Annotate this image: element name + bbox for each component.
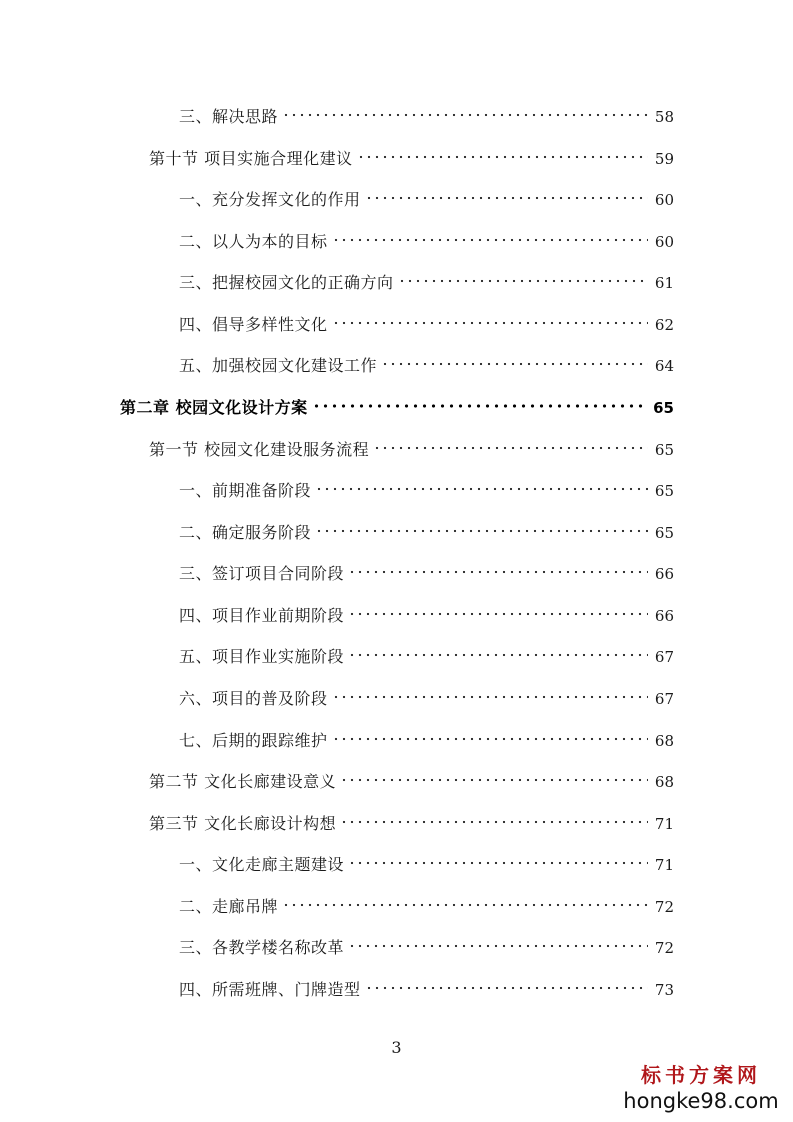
toc-leader-dots xyxy=(340,819,648,825)
toc-entry-title: 二、走廊吊牌 xyxy=(179,897,279,916)
toc-entry-title: 三、解决思路 xyxy=(179,107,279,126)
toc-entry[interactable] xyxy=(149,149,674,169)
toc-entry-title: 一、前期准备阶段 xyxy=(179,481,312,500)
toc-entry-page: 68 xyxy=(654,732,674,750)
toc-entry-title: 一、充分发挥文化的作用 xyxy=(179,190,361,209)
toc-entry-title: 第二章 校园文化设计方案 xyxy=(120,398,308,417)
toc-entry[interactable] xyxy=(179,356,674,376)
toc-entry-title: 四、所需班牌、门牌造型 xyxy=(179,980,361,999)
toc-entry-title: 三、把握校园文化的正确方向 xyxy=(179,273,394,292)
toc-leader-dots xyxy=(365,985,648,991)
toc-entry-title: 三、各教学楼名称改革 xyxy=(179,938,345,957)
toc-entry-title: 五、加强校园文化建设工作 xyxy=(179,356,378,375)
toc-entry[interactable] xyxy=(179,107,674,127)
toc-entry[interactable] xyxy=(179,606,674,626)
toc-leader-dots xyxy=(348,943,648,949)
toc-entry-page: 72 xyxy=(654,898,674,916)
toc-entry-page: 73 xyxy=(654,981,674,999)
toc-entry[interactable] xyxy=(149,440,674,460)
toc-entry[interactable] xyxy=(179,647,674,667)
toc-leader-dots xyxy=(312,403,648,409)
toc-entry[interactable] xyxy=(179,731,674,751)
toc-leader-dots xyxy=(348,569,648,575)
toc-leader-dots xyxy=(348,611,648,617)
toc-entry-page: 62 xyxy=(654,316,674,334)
toc-entry-title: 五、项目作业实施阶段 xyxy=(179,647,345,666)
toc-leader-dots xyxy=(282,902,648,908)
toc-entry-page: 60 xyxy=(654,233,674,251)
toc-entry-title: 四、项目作业前期阶段 xyxy=(179,606,345,625)
toc-leader-dots xyxy=(332,237,648,243)
toc-entry-page: 66 xyxy=(654,565,674,583)
toc-entry-page: 65 xyxy=(654,482,674,500)
toc-entry-page: 59 xyxy=(654,150,674,168)
toc-leader-dots xyxy=(315,486,648,492)
toc-entry[interactable] xyxy=(179,523,674,543)
toc-entry-page: 71 xyxy=(654,856,674,874)
toc-entry-title: 二、确定服务阶段 xyxy=(179,523,312,542)
toc-leader-dots xyxy=(381,361,648,367)
page-number: 3 xyxy=(391,1038,402,1057)
toc-entry[interactable] xyxy=(179,689,674,709)
toc-entry[interactable] xyxy=(149,772,674,792)
toc-entry-page: 68 xyxy=(654,773,674,791)
toc-entry-title: 一、文化走廊主题建设 xyxy=(179,855,345,874)
toc-entry-page: 65 xyxy=(654,524,674,542)
toc-leader-dots xyxy=(373,445,648,451)
toc-entry-page: 72 xyxy=(654,939,674,957)
toc-entry-page: 71 xyxy=(654,815,674,833)
toc-entry-page: 64 xyxy=(654,357,674,375)
toc-leader-dots xyxy=(315,528,648,534)
toc-entry-title: 第一节 校园文化建设服务流程 xyxy=(149,440,370,459)
toc-leader-dots xyxy=(357,154,648,160)
toc-leader-dots xyxy=(348,860,648,866)
watermark-site-name: 标书方案网 xyxy=(641,1063,761,1087)
toc-entry[interactable] xyxy=(179,938,674,958)
toc-entry[interactable] xyxy=(179,273,674,293)
toc-entry-title: 第三节 文化长廊设计构想 xyxy=(149,814,337,833)
toc-entry[interactable] xyxy=(179,855,674,875)
toc-leader-dots xyxy=(340,777,648,783)
toc-entry[interactable] xyxy=(149,814,674,834)
toc-entry[interactable] xyxy=(179,897,674,917)
toc-entry-title: 四、倡导多样性文化 xyxy=(179,315,328,334)
toc-entry-title: 二、以人为本的目标 xyxy=(179,232,328,251)
toc-entry-page: 61 xyxy=(654,274,674,292)
toc-entry-title: 七、后期的跟踪维护 xyxy=(179,731,328,750)
toc-entry-page: 65 xyxy=(654,441,674,459)
toc-entry-page: 66 xyxy=(654,607,674,625)
toc-entry-title: 第二节 文化长廊建设意义 xyxy=(149,772,337,791)
toc-entry[interactable] xyxy=(179,190,674,210)
toc-entry-page: 67 xyxy=(654,648,674,666)
site-watermark xyxy=(621,1062,781,1114)
toc-leader-dots xyxy=(332,736,648,742)
toc-entry-title: 三、签订项目合同阶段 xyxy=(179,564,345,583)
toc-entry-page: 58 xyxy=(654,108,674,126)
toc-entry-title: 第十节 项目实施合理化建议 xyxy=(149,149,353,168)
toc-entry[interactable] xyxy=(179,564,674,584)
toc-leader-dots xyxy=(398,278,648,284)
toc-entry[interactable] xyxy=(179,980,674,1000)
toc-entry-title: 六、项目的普及阶段 xyxy=(179,689,328,708)
toc-entry-page: 60 xyxy=(654,191,674,209)
toc-chapter-entry[interactable] xyxy=(120,398,674,418)
toc-leader-dots xyxy=(332,320,648,326)
toc-entry-page: 65 xyxy=(653,399,674,417)
toc-entry[interactable] xyxy=(179,481,674,501)
toc-leader-dots xyxy=(348,652,648,658)
toc-entry[interactable] xyxy=(179,315,674,335)
toc-entry[interactable] xyxy=(179,232,674,252)
toc-leader-dots xyxy=(365,195,648,201)
watermark-domain: hongke98.com xyxy=(623,1089,779,1113)
toc-entry-page: 67 xyxy=(654,690,674,708)
toc-leader-dots xyxy=(282,112,648,118)
toc-leader-dots xyxy=(332,694,648,700)
